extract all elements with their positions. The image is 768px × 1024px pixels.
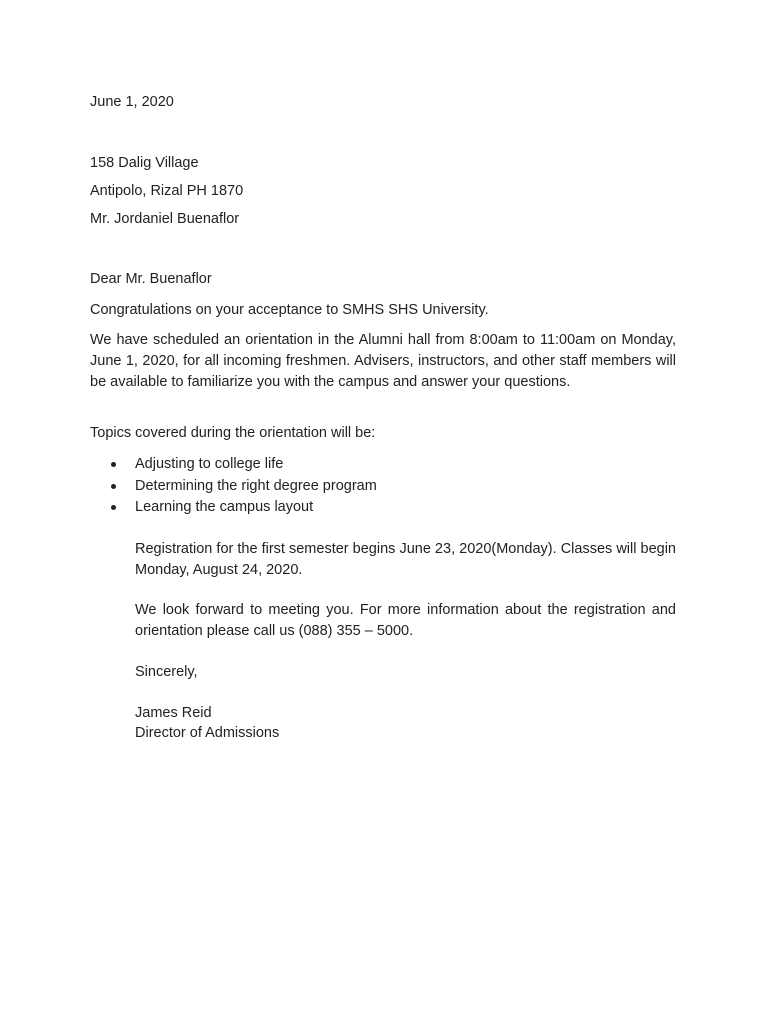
signature-name: James Reid xyxy=(135,705,212,721)
signature-title: Director of Admissions xyxy=(135,725,280,741)
closing-paragraph: We look forward to meeting you. For more information about the registration and orientation please call us (088) 355 – 5000. xyxy=(135,602,676,639)
list-item xyxy=(90,454,377,476)
closing-phrase: Sincerely, xyxy=(135,664,198,680)
letter-date: June 1, 2020 xyxy=(90,94,174,110)
recipient-name: Mr. Jordaniel Buenaflor xyxy=(90,211,240,227)
topic-label: Determining the right degree program xyxy=(135,477,377,494)
list-item xyxy=(90,497,377,519)
address-line-2: Antipolo, Rizal PH 1870 xyxy=(90,183,244,199)
address-line-1: 158 Dalig Village xyxy=(90,155,199,171)
topics-list xyxy=(90,454,377,519)
registration-paragraph: Registration for the first semester begins June 23, 2020(Monday). Classes will begin Monday, August 24, 2020. xyxy=(135,541,676,578)
bullet-icon xyxy=(111,505,116,510)
bullet-icon xyxy=(111,484,116,489)
salutation: Dear Mr. Buenaflor xyxy=(90,271,212,287)
topic-label: Learning the campus layout xyxy=(135,499,314,515)
topic-label: Adjusting to college life xyxy=(135,456,284,472)
list-item xyxy=(90,476,377,498)
bullet-icon xyxy=(111,462,116,467)
orientation-paragraph: We have scheduled an orientation in the Alumni hall from 8:00am to 11:00am on Monday, June 1, 2020, for all incoming freshmen. Advisers, instructors, and other staff members will be available to familiarize you with the campus and answer your questions. xyxy=(90,332,676,390)
topics-intro: Topics covered during the orientation will be: xyxy=(90,425,376,441)
congratulations-line: Congratulations on your acceptance to SMHS SHS University. xyxy=(90,302,489,318)
